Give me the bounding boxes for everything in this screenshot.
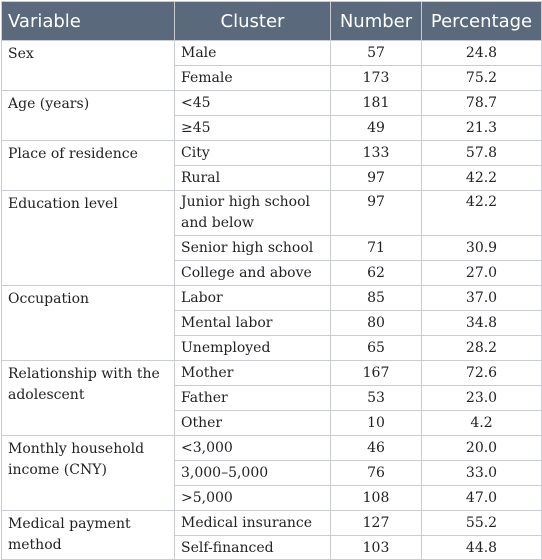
percentage-cell: 78.7 bbox=[422, 91, 542, 116]
percentage-cell: 20.0 bbox=[422, 436, 542, 461]
cluster-cell: City bbox=[175, 141, 331, 166]
table-header-row bbox=[2, 2, 542, 41]
cluster-cell: 3,000–5,000 bbox=[175, 461, 331, 486]
cluster-cell: Medical insurance bbox=[175, 511, 331, 536]
percentage-cell: 21.3 bbox=[422, 116, 542, 141]
variable-cell: Medical payment method bbox=[2, 511, 175, 560]
cluster-cell: Other bbox=[175, 411, 331, 436]
number-cell: 80 bbox=[331, 311, 422, 336]
number-cell: 97 bbox=[331, 191, 422, 236]
variable-cell: Sex bbox=[2, 41, 175, 91]
number-cell: 85 bbox=[331, 286, 422, 311]
table-row bbox=[2, 191, 542, 236]
number-cell: 10 bbox=[331, 411, 422, 436]
cluster-cell: Male bbox=[175, 41, 331, 66]
percentage-cell: 24.8 bbox=[422, 41, 542, 66]
number-cell: 97 bbox=[331, 166, 422, 191]
cluster-cell: Labor bbox=[175, 286, 331, 311]
cluster-cell: Rural bbox=[175, 166, 331, 191]
cluster-cell: Father bbox=[175, 386, 331, 411]
variable-cell: Age (years) bbox=[2, 91, 175, 141]
number-cell: 103 bbox=[331, 536, 422, 560]
cluster-cell: Female bbox=[175, 66, 331, 91]
percentage-cell: 72.6 bbox=[422, 361, 542, 386]
number-cell: 57 bbox=[331, 41, 422, 66]
cluster-cell: College and above bbox=[175, 261, 331, 286]
table-row bbox=[2, 141, 542, 166]
percentage-cell: 28.2 bbox=[422, 336, 542, 361]
cluster-cell: ≥45 bbox=[175, 116, 331, 141]
number-cell: 133 bbox=[331, 141, 422, 166]
number-cell: 167 bbox=[331, 361, 422, 386]
percentage-cell: 30.9 bbox=[422, 236, 542, 261]
cluster-cell: Unemployed bbox=[175, 336, 331, 361]
cluster-cell: Mental labor bbox=[175, 311, 331, 336]
percentage-cell: 57.8 bbox=[422, 141, 542, 166]
percentage-cell: 27.0 bbox=[422, 261, 542, 286]
number-cell: 65 bbox=[331, 336, 422, 361]
cluster-cell: Self-financed bbox=[175, 536, 331, 560]
percentage-cell: 33.0 bbox=[422, 461, 542, 486]
cluster-cell: Mother bbox=[175, 361, 331, 386]
demographics-table bbox=[1, 1, 542, 560]
variable-cell: Education level bbox=[2, 191, 175, 286]
number-cell: 46 bbox=[331, 436, 422, 461]
cluster-cell: <3,000 bbox=[175, 436, 331, 461]
number-cell: 173 bbox=[331, 66, 422, 91]
header-number: Number bbox=[331, 2, 422, 41]
header-cluster: Cluster bbox=[175, 2, 331, 41]
variable-cell: Occupation bbox=[2, 286, 175, 361]
number-cell: 71 bbox=[331, 236, 422, 261]
variable-cell: Place of residence bbox=[2, 141, 175, 191]
percentage-cell: 75.2 bbox=[422, 66, 542, 91]
percentage-cell: 34.8 bbox=[422, 311, 542, 336]
cluster-cell: >5,000 bbox=[175, 486, 331, 511]
table-row bbox=[2, 436, 542, 461]
table-row bbox=[2, 511, 542, 536]
number-cell: 49 bbox=[331, 116, 422, 141]
percentage-cell: 42.2 bbox=[422, 191, 542, 236]
percentage-cell: 4.2 bbox=[422, 411, 542, 436]
percentage-cell: 23.0 bbox=[422, 386, 542, 411]
table-row bbox=[2, 286, 542, 311]
table-row bbox=[2, 41, 542, 66]
cluster-cell: <45 bbox=[175, 91, 331, 116]
cluster-cell: Senior high school bbox=[175, 236, 331, 261]
cluster-cell: Junior high school and below bbox=[175, 191, 331, 236]
number-cell: 62 bbox=[331, 261, 422, 286]
variable-cell: Monthly household income (CNY) bbox=[2, 436, 175, 511]
header-percentage: Percentage bbox=[422, 2, 542, 41]
number-cell: 108 bbox=[331, 486, 422, 511]
number-cell: 76 bbox=[331, 461, 422, 486]
percentage-cell: 47.0 bbox=[422, 486, 542, 511]
percentage-cell: 37.0 bbox=[422, 286, 542, 311]
table-row bbox=[2, 361, 542, 386]
number-cell: 181 bbox=[331, 91, 422, 116]
variable-cell: Relationship with the adolescent bbox=[2, 361, 175, 436]
number-cell: 53 bbox=[331, 386, 422, 411]
percentage-cell: 42.2 bbox=[422, 166, 542, 191]
table-row bbox=[2, 91, 542, 116]
header-variable: Variable bbox=[2, 2, 175, 41]
percentage-cell: 44.8 bbox=[422, 536, 542, 560]
percentage-cell: 55.2 bbox=[422, 511, 542, 536]
number-cell: 127 bbox=[331, 511, 422, 536]
